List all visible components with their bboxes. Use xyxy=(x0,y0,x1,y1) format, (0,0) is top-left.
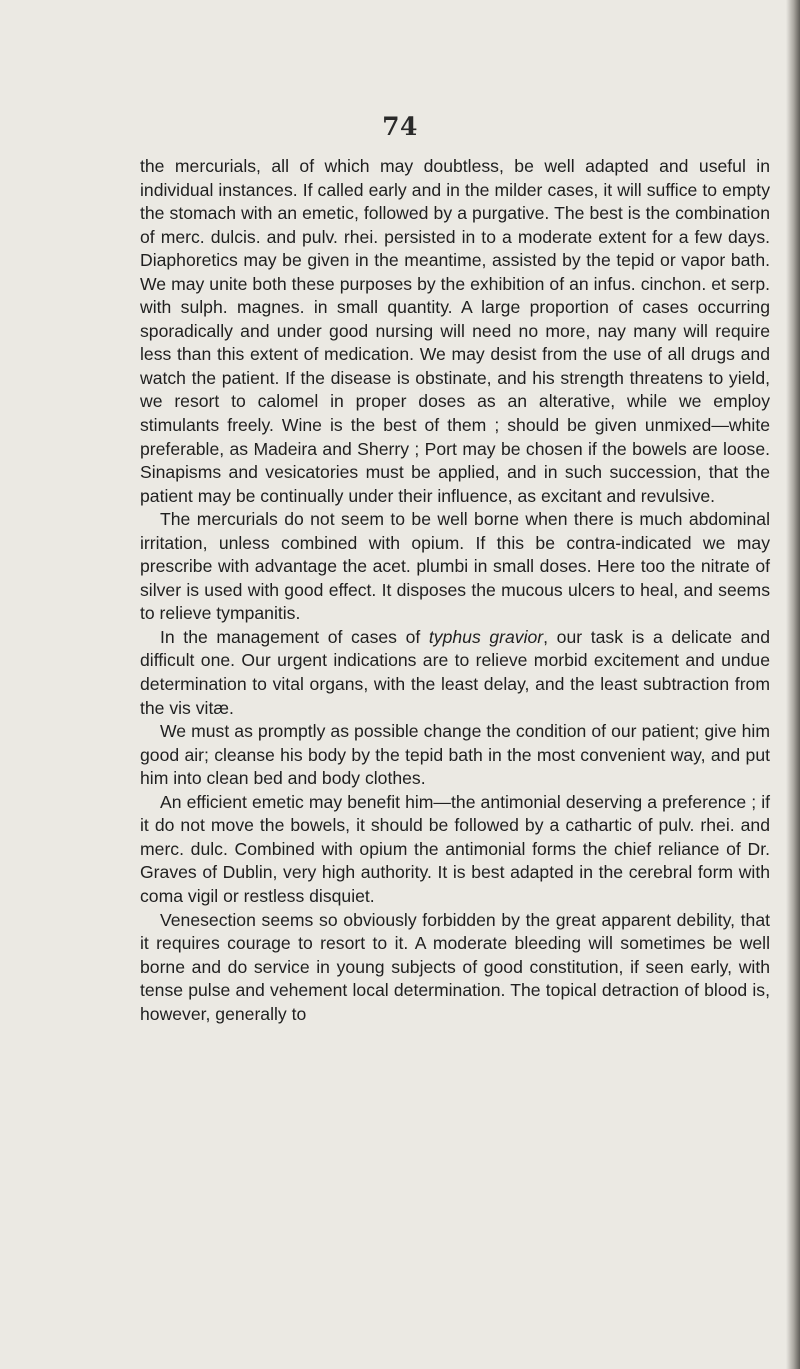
paragraph-3-lead: In the management of cases of xyxy=(160,626,429,647)
paragraph-3-rest: , our task is a delicate and difficult one. Our urgent indications are to relieve morbid excitement and undue determination to vital organs, with the least delay, and the least subtraction from the vis vitæ. xyxy=(140,626,770,718)
paragraph-3 xyxy=(140,626,770,720)
paragraph-2: The mercurials do not seem to be well borne when there is much abdominal irritation, unless combined with opium. If this be contra-indicated we may prescribe with advantage the acet. plumbi in small doses. Here too the nitrate of silver is used with good effect. It disposes the mucous ulcers to heal, and seems to relieve tympanitis. xyxy=(140,509,770,624)
paragraph-4: We must as promptly as possible change the condition of our patient; give him good air; cleanse his body by the tepid bath in the most convenient way, and put him into clean bed and body clothes. xyxy=(140,721,770,789)
paragraph-5: An efficient emetic may benefit him—the antimonial deserving a preference ; if it do not move the bowels, it should be followed by a cathartic of pulv. rhei. and merc. dulc. Combined with opium the antimonial forms the chief reliance of Dr. Graves of Dublin, very high authority. It is best adapted in the cerebral form with coma vigil or restless disquiet. xyxy=(140,791,770,906)
italic-term: typhus gravior xyxy=(428,626,544,647)
page-edge-shadow xyxy=(786,0,800,1369)
page-number: 74 xyxy=(382,112,418,141)
paragraph-1: the mercurials, all of which may doubtless, be well adapted and useful in individual instances. If called early and in the milder cases, it will suffice to empty the stomach with an emetic, followed by a purgative. The best is the combination of merc. dulcis. and pulv. rhei. persisted in to a moderate extent for a few days. Diaphoretics may be given in the meantime, assisted by the tepid or vapor bath. We may unite both these purposes by the exhibition of an infus. cinchon. et serp. with sulph. magnes. in small quantity. A large proportion of cases occurring sporadically and under good nursing will need no more, nay many will require less than this extent of medication. We may desist from the use of all drugs and watch the patient. If the disease is obstinate, and his strength threatens to yield, we resort to calomel in proper doses as an alterative, while we employ stimulants freely. Wine is the best of them ; should be given unmixed—white preferable, as Madeira and Sherry ; Port may be chosen if the bowels are loose. Sinapisms and vesicatories must be applied, and in such succession, that the patient may be continually under their influence, as excitant and revulsive. xyxy=(140,156,770,506)
body-text xyxy=(140,155,770,1026)
paragraph-6: Venesection seems so obviously forbidden by the great apparent debility, that it requires courage to resort to it. A moderate bleeding will sometimes be well borne and do service in young subjects of good constitution, if seen early, with tense pulse and vehement local determination. The topical detraction of blood is, however, generally to xyxy=(140,909,770,1024)
